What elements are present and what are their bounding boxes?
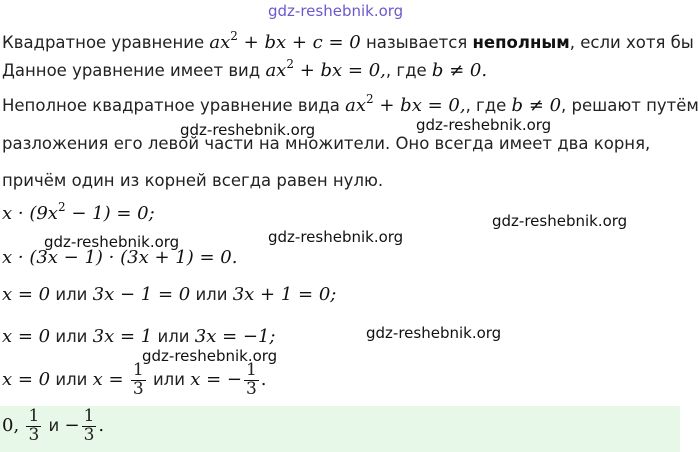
equation-step-4: x = 0 или 3x = 1 или 3x = −1; bbox=[2, 326, 276, 347]
watermark: gdz-reshebnik.org bbox=[180, 121, 316, 139]
answer-line: 0, $\frac{1}{3}$ и − $\frac{1}{3}$ . bbox=[2, 406, 105, 445]
method-line-2: разложения его левой части на множители. Оно всегда имеет два корня, bbox=[2, 134, 651, 153]
equation-step-5: x = 0 или x = $\frac{1}{3}$ или x = − $\frac{1}{3}$ . bbox=[2, 360, 267, 399]
method-text-end: , решают путём bbox=[561, 96, 699, 115]
form-text: Данное уравнение имеет вид bbox=[2, 61, 261, 80]
method-text: Неполное квадратное уравнение вида bbox=[2, 96, 340, 115]
watermark-top: gdz-reshebnik.org bbox=[268, 2, 404, 20]
watermark: gdz-reshebnik.org bbox=[142, 347, 278, 365]
watermark: gdz-reshebnik.org bbox=[416, 116, 552, 134]
equation-step-2: x · (3x − 1) · (3x + 1) = 0. bbox=[2, 247, 238, 268]
or-word: или bbox=[152, 369, 185, 389]
watermark: gdz-reshebnik.org bbox=[366, 324, 502, 342]
definition-text-called: называется bbox=[365, 33, 468, 52]
definition-text-end: , если хотя бы bbox=[569, 33, 694, 52]
formula-condition-2: b ≠ 0 bbox=[511, 95, 562, 116]
or-word: или bbox=[55, 369, 88, 389]
formula-form: $ax^2$ + bx = 0, bbox=[265, 57, 386, 81]
equation-step-3: x = 0 или 3x − 1 = 0 или 3x + 1 = 0; bbox=[2, 284, 337, 305]
watermark: gdz-reshebnik.org bbox=[44, 233, 180, 251]
method-text-where: , где bbox=[465, 96, 507, 115]
equation-step-1: $x \cdot (9x^2 - 1) = 0$; bbox=[2, 200, 155, 224]
definition-text: Квадратное уравнение bbox=[2, 33, 205, 52]
or-word: или bbox=[157, 327, 190, 346]
formula-general: $ax^2$ + bx + c = 0 bbox=[209, 29, 361, 53]
watermark: gdz-reshebnik.org bbox=[268, 228, 404, 246]
term-incomplete: неполным bbox=[472, 33, 570, 52]
or-word: или bbox=[55, 285, 88, 304]
fraction-one-third: $\frac{1}{3}$ bbox=[132, 360, 144, 399]
watermark: gdz-reshebnik.org bbox=[492, 212, 628, 230]
answer-fraction-positive: $\frac{1}{3}$ bbox=[28, 406, 40, 445]
form-text-where: , где bbox=[385, 61, 427, 80]
method-line-1 bbox=[2, 92, 699, 116]
method-line-3: причём один из корней всегда равен нулю. bbox=[2, 171, 384, 190]
formula-condition: b ≠ 0. bbox=[431, 60, 488, 81]
or-word: или bbox=[195, 285, 228, 304]
definition-line-2 bbox=[2, 57, 488, 81]
fraction-one-third-neg: $\frac{1}{3}$ bbox=[245, 360, 257, 399]
and-word: и bbox=[48, 415, 60, 435]
definition-line-1 bbox=[2, 29, 694, 53]
or-word: или bbox=[55, 327, 88, 346]
answer-fraction-negative: $\frac{1}{3}$ bbox=[83, 406, 95, 445]
formula-form-2: $ax^2$ + bx = 0, bbox=[345, 92, 466, 116]
